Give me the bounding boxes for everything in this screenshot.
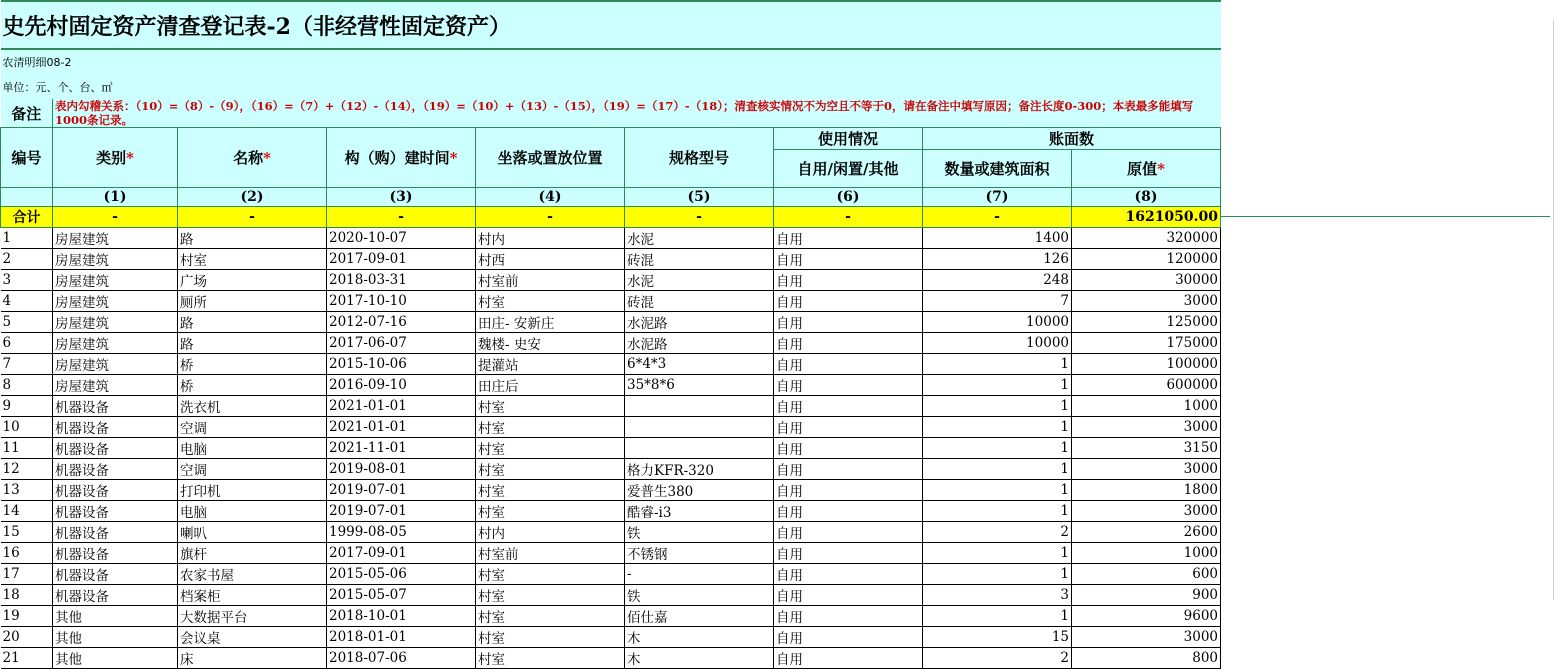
cell-build-time[interactable]: 2019-07-01 [327, 480, 476, 501]
index-cell[interactable]: (6) [774, 188, 923, 207]
total-cell[interactable]: - [625, 207, 774, 228]
cell-name[interactable]: 空调 [178, 459, 327, 480]
cell-build-time[interactable]: 2012-07-16 [327, 312, 476, 333]
cell-spec[interactable]: 6*4*3 [625, 354, 774, 375]
cell-usage[interactable]: 自用 [774, 417, 923, 438]
cell-location[interactable]: 村室 [476, 291, 625, 312]
total-cell[interactable]: - [53, 207, 178, 228]
table-row [1, 249, 1221, 270]
sheet-edge [1553, 20, 1554, 600]
cell-spec[interactable]: 佰仕嘉 [625, 606, 774, 627]
table-row [1, 522, 1221, 543]
cell-spec[interactable] [625, 396, 774, 417]
cell-usage[interactable]: 自用 [774, 375, 923, 396]
cell-category[interactable]: 房屋建筑 [53, 375, 178, 396]
row-number[interactable]: 12 [1, 459, 53, 480]
cell-location[interactable]: 村室 [476, 417, 625, 438]
cell-category[interactable]: 房屋建筑 [53, 354, 178, 375]
table-row [1, 375, 1221, 396]
cell-build-time[interactable]: 2015-10-06 [327, 354, 476, 375]
cell-location[interactable]: 村室前 [476, 543, 625, 564]
table-row [1, 459, 1221, 480]
cell-build-time[interactable]: 2015-05-06 [327, 564, 476, 585]
cell-location[interactable]: 村室 [476, 438, 625, 459]
cell-category[interactable]: 机器设备 [53, 564, 178, 585]
cell-category[interactable]: 其他 [53, 648, 178, 669]
header-quantity[interactable]: 数量或建筑面积 [923, 150, 1072, 188]
cell-usage[interactable]: 自用 [774, 543, 923, 564]
cell-spec[interactable]: 砖混 [625, 291, 774, 312]
row-number[interactable]: 13 [1, 480, 53, 501]
total-cell[interactable]: - [923, 207, 1072, 228]
total-label[interactable]: 合计 [1, 207, 53, 228]
cell-build-time[interactable]: 2017-09-01 [327, 543, 476, 564]
cell-usage[interactable]: 自用 [774, 291, 923, 312]
cell-usage[interactable]: 自用 [774, 249, 923, 270]
cell-usage[interactable]: 自用 [774, 333, 923, 354]
cell-category[interactable]: 机器设备 [53, 396, 178, 417]
cell-name[interactable]: 路 [178, 333, 327, 354]
row-number[interactable]: 3 [1, 270, 53, 291]
row-number[interactable]: 10 [1, 417, 53, 438]
cell-original[interactable]: 3000 [1072, 459, 1221, 480]
cell-build-time[interactable]: 2017-10-10 [327, 291, 476, 312]
cell-build-time[interactable]: 2018-07-06 [327, 648, 476, 669]
cell-location[interactable]: 村室 [476, 627, 625, 648]
cell-usage[interactable]: 自用 [774, 606, 923, 627]
form-code[interactable]: 农清明细08-2 [1, 49, 1221, 74]
table-row [1, 417, 1221, 438]
cell-location[interactable]: 魏楼- 史安 [476, 333, 625, 354]
cell-spec[interactable] [625, 417, 774, 438]
index-cell[interactable]: (3) [327, 188, 476, 207]
cell-name[interactable]: 电脑 [178, 438, 327, 459]
cell-usage[interactable]: 自用 [774, 480, 923, 501]
index-cell[interactable]: (2) [178, 188, 327, 207]
cell-location[interactable]: 村室 [476, 585, 625, 606]
cell-original[interactable]: 3000 [1072, 627, 1221, 648]
cell-location[interactable]: 田庄- 安新庄 [476, 312, 625, 333]
cell-name[interactable]: 桥 [178, 375, 327, 396]
header-location[interactable]: 坐落或置放位置 [476, 128, 625, 188]
row-number[interactable]: 20 [1, 627, 53, 648]
cell-build-time[interactable]: 2019-08-01 [327, 459, 476, 480]
cell-category[interactable]: 机器设备 [53, 459, 178, 480]
cell-usage[interactable]: 自用 [774, 627, 923, 648]
title-row [1, 1, 1221, 49]
cell-name[interactable]: 打印机 [178, 480, 327, 501]
cell-spec[interactable]: 铁 [625, 585, 774, 606]
cell-original[interactable]: 30000 [1072, 270, 1221, 291]
cell-category[interactable]: 其他 [53, 627, 178, 648]
cell-original[interactable]: 125000 [1072, 312, 1221, 333]
cell-original[interactable]: 3000 [1072, 501, 1221, 522]
cell-category[interactable]: 房屋建筑 [53, 270, 178, 291]
cell-quantity[interactable]: 10000 [923, 333, 1072, 354]
cell-usage[interactable]: 自用 [774, 522, 923, 543]
cell-category[interactable]: 机器设备 [53, 417, 178, 438]
cell-location[interactable]: 村室 [476, 501, 625, 522]
table-row [1, 648, 1221, 669]
cell-usage[interactable]: 自用 [774, 312, 923, 333]
cell-name[interactable]: 床 [178, 648, 327, 669]
header-spec[interactable]: 规格型号 [625, 128, 774, 188]
cell-quantity[interactable]: 15 [923, 627, 1072, 648]
cell-location[interactable]: 村室 [476, 648, 625, 669]
row-number[interactable]: 5 [1, 312, 53, 333]
cell-usage[interactable]: 自用 [774, 585, 923, 606]
table-row [1, 564, 1221, 585]
cell-name[interactable]: 洗衣机 [178, 396, 327, 417]
cell-name[interactable]: 会议桌 [178, 627, 327, 648]
cell-location[interactable]: 村西 [476, 249, 625, 270]
total-cell[interactable]: - [327, 207, 476, 228]
cell-quantity[interactable]: 1 [923, 417, 1072, 438]
cell-category[interactable]: 机器设备 [53, 585, 178, 606]
row-number[interactable]: 9 [1, 396, 53, 417]
table-row [1, 585, 1221, 606]
header-row-1 [1, 128, 1221, 150]
cell-usage[interactable]: 自用 [774, 648, 923, 669]
cell-category[interactable]: 机器设备 [53, 543, 178, 564]
cell-name[interactable]: 广场 [178, 270, 327, 291]
note-label[interactable]: 备注 [1, 99, 53, 128]
cell-quantity[interactable]: 3 [923, 585, 1072, 606]
cell-category[interactable]: 机器设备 [53, 522, 178, 543]
cell-quantity[interactable]: 248 [923, 270, 1072, 291]
cell-name[interactable]: 电脑 [178, 501, 327, 522]
row-number[interactable]: 8 [1, 375, 53, 396]
cell-original[interactable]: 1000 [1072, 543, 1221, 564]
sheet-title[interactable]: 史先村固定资产清查登记表-2（非经营性固定资产） [1, 1, 1221, 49]
header-build-time[interactable]: 构（购）建时间* [327, 128, 476, 188]
note-text[interactable]: 表内勾稽关系：（10）=（8）-（9），（16）=（7）+（12）-（14），（19）=（10）+（13）-（15），（19）=（17）-（18）；清查核实情况不为空且不等于0，请在备注中填写原因；备注长度0-300；本表最多能填写1000条记录。 [53, 99, 1221, 128]
total-cell[interactable]: - [774, 207, 923, 228]
cell-name[interactable]: 档案柜 [178, 585, 327, 606]
cell-name[interactable]: 旗杆 [178, 543, 327, 564]
index-cell[interactable]: (7) [923, 188, 1072, 207]
cell-original[interactable]: 320000 [1072, 228, 1221, 249]
cell-location[interactable]: 提灌站 [476, 354, 625, 375]
cell-usage[interactable]: 自用 [774, 228, 923, 249]
total-cell[interactable]: - [178, 207, 327, 228]
cell-name[interactable]: 村室 [178, 249, 327, 270]
cell-name[interactable]: 空调 [178, 417, 327, 438]
cell-usage[interactable]: 自用 [774, 438, 923, 459]
row-number[interactable]: 19 [1, 606, 53, 627]
cell-build-time[interactable]: 2021-01-01 [327, 396, 476, 417]
cell-original[interactable]: 3000 [1072, 291, 1221, 312]
cell-build-time[interactable]: 2017-06-07 [327, 333, 476, 354]
header-category[interactable]: 类别* [53, 128, 178, 188]
cell-quantity[interactable]: 1 [923, 396, 1072, 417]
table-row [1, 606, 1221, 627]
cell-category[interactable]: 房屋建筑 [53, 333, 178, 354]
cell-quantity[interactable]: 1 [923, 501, 1072, 522]
cell-original[interactable]: 600 [1072, 564, 1221, 585]
cell-original[interactable]: 9600 [1072, 606, 1221, 627]
cell-category[interactable]: 机器设备 [53, 501, 178, 522]
row-number[interactable]: 14 [1, 501, 53, 522]
cell-quantity[interactable]: 2 [923, 648, 1072, 669]
index-cell[interactable]: (1) [53, 188, 178, 207]
table-row [1, 501, 1221, 522]
cell-spec[interactable] [625, 438, 774, 459]
row-number[interactable]: 6 [1, 333, 53, 354]
total-cell[interactable]: - [476, 207, 625, 228]
cell-original[interactable]: 2600 [1072, 522, 1221, 543]
cell-usage[interactable]: 自用 [774, 270, 923, 291]
cell-location[interactable]: 村室 [476, 396, 625, 417]
row-number[interactable]: 15 [1, 522, 53, 543]
header-name[interactable]: 名称* [178, 128, 327, 188]
cell-build-time[interactable]: 2017-09-01 [327, 249, 476, 270]
cell-name[interactable]: 农家书屋 [178, 564, 327, 585]
cell-quantity[interactable]: 126 [923, 249, 1072, 270]
row-number[interactable]: 7 [1, 354, 53, 375]
cell-name[interactable]: 路 [178, 228, 327, 249]
cell-location[interactable]: 村内 [476, 228, 625, 249]
cell-category[interactable]: 房屋建筑 [53, 291, 178, 312]
cell-quantity[interactable]: 1 [923, 543, 1072, 564]
cell-build-time[interactable]: 2021-11-01 [327, 438, 476, 459]
cell-location[interactable]: 村室 [476, 564, 625, 585]
cell-spec[interactable]: 爱普生380 [625, 480, 774, 501]
row-number[interactable]: 4 [1, 291, 53, 312]
gridline [1220, 216, 1550, 217]
row-number[interactable]: 1 [1, 228, 53, 249]
cell-build-time[interactable]: 1999-08-05 [327, 522, 476, 543]
cell-original[interactable]: 600000 [1072, 375, 1221, 396]
index-cell[interactable]: (8) [1072, 188, 1221, 207]
row-number[interactable]: 2 [1, 249, 53, 270]
header-original[interactable]: 原值* [1072, 150, 1221, 188]
index-cell[interactable]: (5) [625, 188, 774, 207]
required-star: * [1157, 160, 1165, 178]
cell-build-time[interactable]: 2015-05-07 [327, 585, 476, 606]
cell-build-time[interactable]: 2021-01-01 [327, 417, 476, 438]
cell-original[interactable]: 800 [1072, 648, 1221, 669]
table-row [1, 291, 1221, 312]
cell-original[interactable]: 120000 [1072, 249, 1221, 270]
cell-spec[interactable]: 铁 [625, 522, 774, 543]
cell-name[interactable]: 大数据平台 [178, 606, 327, 627]
index-row [1, 188, 1221, 207]
table-row [1, 333, 1221, 354]
data-rows [1, 228, 1221, 669]
cell-original[interactable]: 1000 [1072, 396, 1221, 417]
index-cell-empty[interactable] [1, 188, 53, 207]
table-row [1, 627, 1221, 648]
index-cell[interactable]: (4) [476, 188, 625, 207]
cell-quantity[interactable]: 1 [923, 606, 1072, 627]
cell-location[interactable]: 田庄后 [476, 375, 625, 396]
cell-build-time[interactable]: 2016-09-10 [327, 375, 476, 396]
cell-name[interactable]: 喇叭 [178, 522, 327, 543]
required-star: * [126, 149, 134, 167]
cell-name[interactable]: 桥 [178, 354, 327, 375]
cell-quantity[interactable]: 1 [923, 564, 1072, 585]
cell-quantity[interactable]: 1 [923, 354, 1072, 375]
header-no[interactable]: 编号 [1, 128, 53, 188]
cell-build-time[interactable]: 2018-01-01 [327, 627, 476, 648]
cell-location[interactable]: 村室 [476, 606, 625, 627]
cell-quantity[interactable]: 10000 [923, 312, 1072, 333]
header-usage-group[interactable]: 使用情况 [774, 128, 923, 150]
required-star: * [263, 149, 271, 167]
cell-build-time[interactable]: 2018-10-01 [327, 606, 476, 627]
cell-original[interactable]: 3150 [1072, 438, 1221, 459]
cell-usage[interactable]: 自用 [774, 564, 923, 585]
cell-spec[interactable]: 不锈钢 [625, 543, 774, 564]
table-row [1, 270, 1221, 291]
cell-spec[interactable]: 水泥路 [625, 312, 774, 333]
cell-original[interactable]: 900 [1072, 585, 1221, 606]
cell-quantity[interactable]: 1 [923, 438, 1072, 459]
cell-category[interactable]: 机器设备 [53, 480, 178, 501]
cell-location[interactable]: 村室 [476, 480, 625, 501]
cell-quantity[interactable]: 1 [923, 459, 1072, 480]
header-usage[interactable]: 自用/闲置/其他 [774, 150, 923, 188]
table-row [1, 354, 1221, 375]
cell-quantity[interactable]: 1 [923, 375, 1072, 396]
table-row [1, 228, 1221, 249]
cell-usage[interactable]: 自用 [774, 354, 923, 375]
cell-location[interactable]: 村室前 [476, 270, 625, 291]
cell-usage[interactable]: 自用 [774, 501, 923, 522]
table-row [1, 438, 1221, 459]
cell-category[interactable]: 房屋建筑 [53, 228, 178, 249]
cell-spec[interactable]: 水泥 [625, 270, 774, 291]
cell-name[interactable]: 路 [178, 312, 327, 333]
cell-spec[interactable]: 水泥路 [625, 333, 774, 354]
cell-build-time[interactable]: 2019-07-01 [327, 501, 476, 522]
cell-spec[interactable]: 35*8*6 [625, 375, 774, 396]
cell-name[interactable]: 厕所 [178, 291, 327, 312]
table-row [1, 312, 1221, 333]
cell-category[interactable]: 机器设备 [53, 438, 178, 459]
cell-spec[interactable]: 砖混 [625, 249, 774, 270]
cell-build-time[interactable]: 2020-10-07 [327, 228, 476, 249]
cell-original[interactable]: 1800 [1072, 480, 1221, 501]
row-number[interactable]: 11 [1, 438, 53, 459]
row-number[interactable]: 18 [1, 585, 53, 606]
cell-category[interactable]: 房屋建筑 [53, 312, 178, 333]
cell-spec[interactable]: 格力KFR-320 [625, 459, 774, 480]
row-number[interactable]: 17 [1, 564, 53, 585]
table-row [1, 396, 1221, 417]
cell-category[interactable]: 其他 [53, 606, 178, 627]
cell-quantity[interactable]: 7 [923, 291, 1072, 312]
cell-spec[interactable]: 水泥 [625, 228, 774, 249]
row-number[interactable]: 16 [1, 543, 53, 564]
cell-quantity[interactable]: 2 [923, 522, 1072, 543]
total-original[interactable]: 1621050.00 [1072, 207, 1221, 228]
cell-quantity[interactable]: 1400 [923, 228, 1072, 249]
cell-build-time[interactable]: 2018-03-31 [327, 270, 476, 291]
total-row [1, 207, 1221, 228]
unit-label[interactable]: 单位：元、个、台、㎡ [1, 74, 1221, 99]
cell-spec[interactable]: 木 [625, 627, 774, 648]
cell-quantity[interactable]: 1 [923, 480, 1072, 501]
cell-spec[interactable]: 木 [625, 648, 774, 669]
cell-original[interactable]: 3000 [1072, 417, 1221, 438]
cell-spec[interactable]: 酷睿-i3 [625, 501, 774, 522]
cell-usage[interactable]: 自用 [774, 459, 923, 480]
required-star: * [449, 149, 458, 167]
table-row [1, 543, 1221, 564]
cell-location[interactable]: 村内 [476, 522, 625, 543]
cell-usage[interactable]: 自用 [774, 396, 923, 417]
table-row [1, 480, 1221, 501]
cell-location[interactable]: 村室 [476, 459, 625, 480]
row-number[interactable]: 21 [1, 648, 53, 669]
cell-category[interactable]: 房屋建筑 [53, 249, 178, 270]
cell-spec[interactable]: - [625, 564, 774, 585]
cell-original[interactable]: 100000 [1072, 354, 1221, 375]
header-book-group[interactable]: 账面数 [923, 128, 1221, 150]
cell-original[interactable]: 175000 [1072, 333, 1221, 354]
